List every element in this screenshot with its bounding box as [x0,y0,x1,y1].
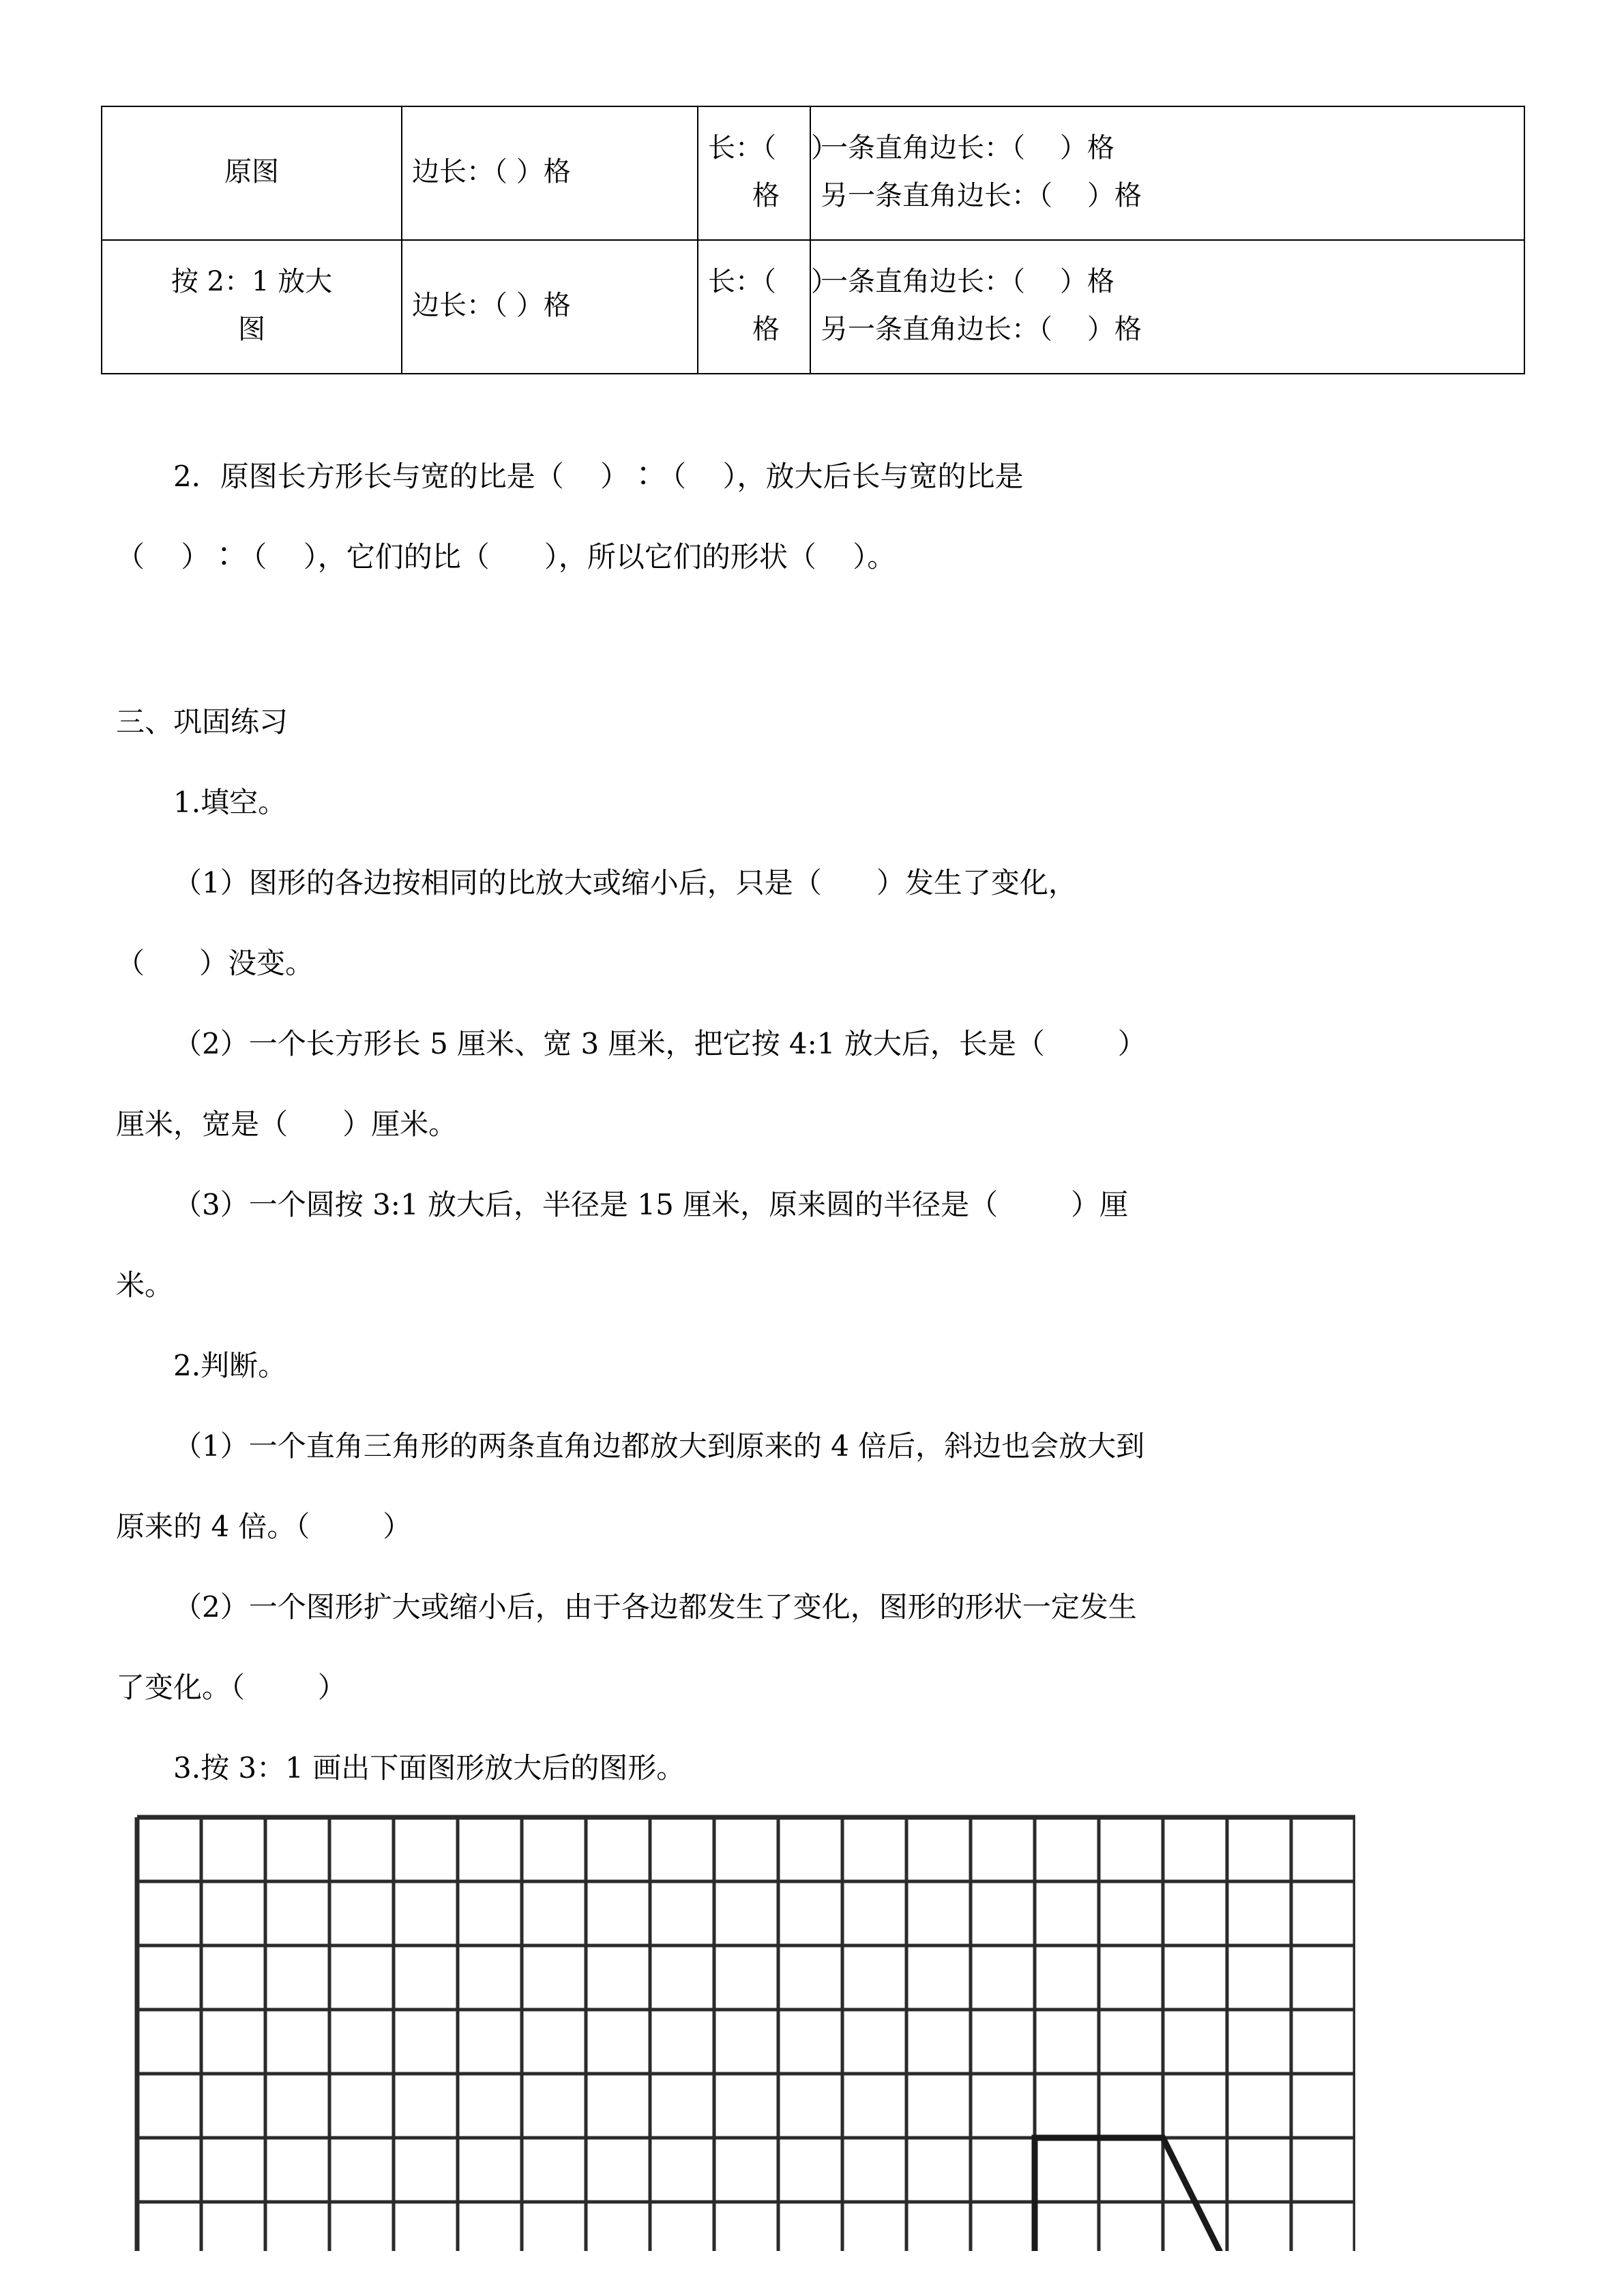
item-2-sub-1-line-2: 原来的 4 倍。（ ） [116,1510,412,1543]
grid-canvas [134,1815,1355,2251]
item-1-sub-1-line-1: （1）图形的各边按相同的比放大或缩小后，只是（ ）发生了变化， [173,866,1077,899]
section-heading-consolidation: 三、巩固练习 [116,705,289,739]
rect-length-text: 长：（ ） [708,132,838,164]
cell-rect-enlarged [698,240,838,374]
rect-unit-text: 格 [752,314,780,345]
item-2-sub-2-line-2: 了变化。（ ） [116,1671,346,1704]
trapezoid-shape [1035,2138,1227,2251]
enlarge-label-line2: 图 [238,314,265,345]
item-1-title: 1.填空。 [173,786,287,819]
square-side-text: 边长：（ ）格 [412,156,571,188]
cell-triangle-enlarged [810,240,1524,374]
row-label-enlarged [102,240,402,374]
rect-unit-text: 格 [752,180,780,211]
item-1-sub-2-line-2: 厘米，宽是（ ）厘米。 [116,1107,458,1141]
item-3-title: 3.按 3：1 画出下面图形放大后的图形。 [173,1751,685,1785]
measurement-table-wrapper [101,106,1442,374]
triangle-leg1-text: 一条直角边长：（ ）格 [821,132,1114,164]
cell-square-enlarged [402,240,698,374]
triangle-leg1-text: 一条直角边长：（ ）格 [821,266,1114,297]
question-2-line-1: 2．原图长方形长与宽的比是（ ）∶（ ），放大后长与宽的比是 [173,460,1024,493]
triangle-leg2-text: 另一条直角边长：（ ）格 [821,314,1142,345]
square-side-text: 边长：（ ）格 [412,290,571,321]
item-1-sub-3-line-1: （3）一个圆按 3:1 放大后，半径是 15 厘米，原来圆的半径是（ ）厘 [173,1188,1128,1221]
item-1-sub-2-line-1: （2）一个长方形长 5 厘米、宽 3 厘米，把它按 4:1 放大后，长是（ ） [173,1027,1147,1060]
item-1-sub-1-line-2: （ ）没变。 [116,946,314,980]
cell-rect-original [698,106,838,240]
enlarge-label-line1: 按 2：1 放大 [171,266,333,297]
item-1-sub-3-line-2: 米。 [116,1268,174,1302]
item-2-sub-2-line-1: （2）一个图形扩大或缩小后，由于各边都发生了变化，图形的形状一定发生 [173,1590,1137,1624]
triangle-leg2-text: 另一条直角边长：（ ）格 [821,180,1142,211]
table-row [102,106,1524,240]
rect-length-text: 长：（ ） [708,266,838,297]
cell-square-original [402,106,698,240]
grid-figure [134,1815,1353,2247]
measurement-table [101,106,1525,374]
cell-triangle-original [810,106,1524,240]
question-2-line-2: （ ）∶（ ），它们的比（ ），所以它们的形状（ ）。 [116,540,896,573]
item-2-title: 2.判断。 [173,1349,287,1382]
item-2-sub-1-line-1: （1）一个直角三角形的两条直角边都放大到原来的 4 倍后，斜边也会放大到 [173,1429,1145,1463]
table-row [102,240,1524,374]
grid-lines [137,1817,1355,2251]
row-label-original: 原图 [102,106,402,240]
